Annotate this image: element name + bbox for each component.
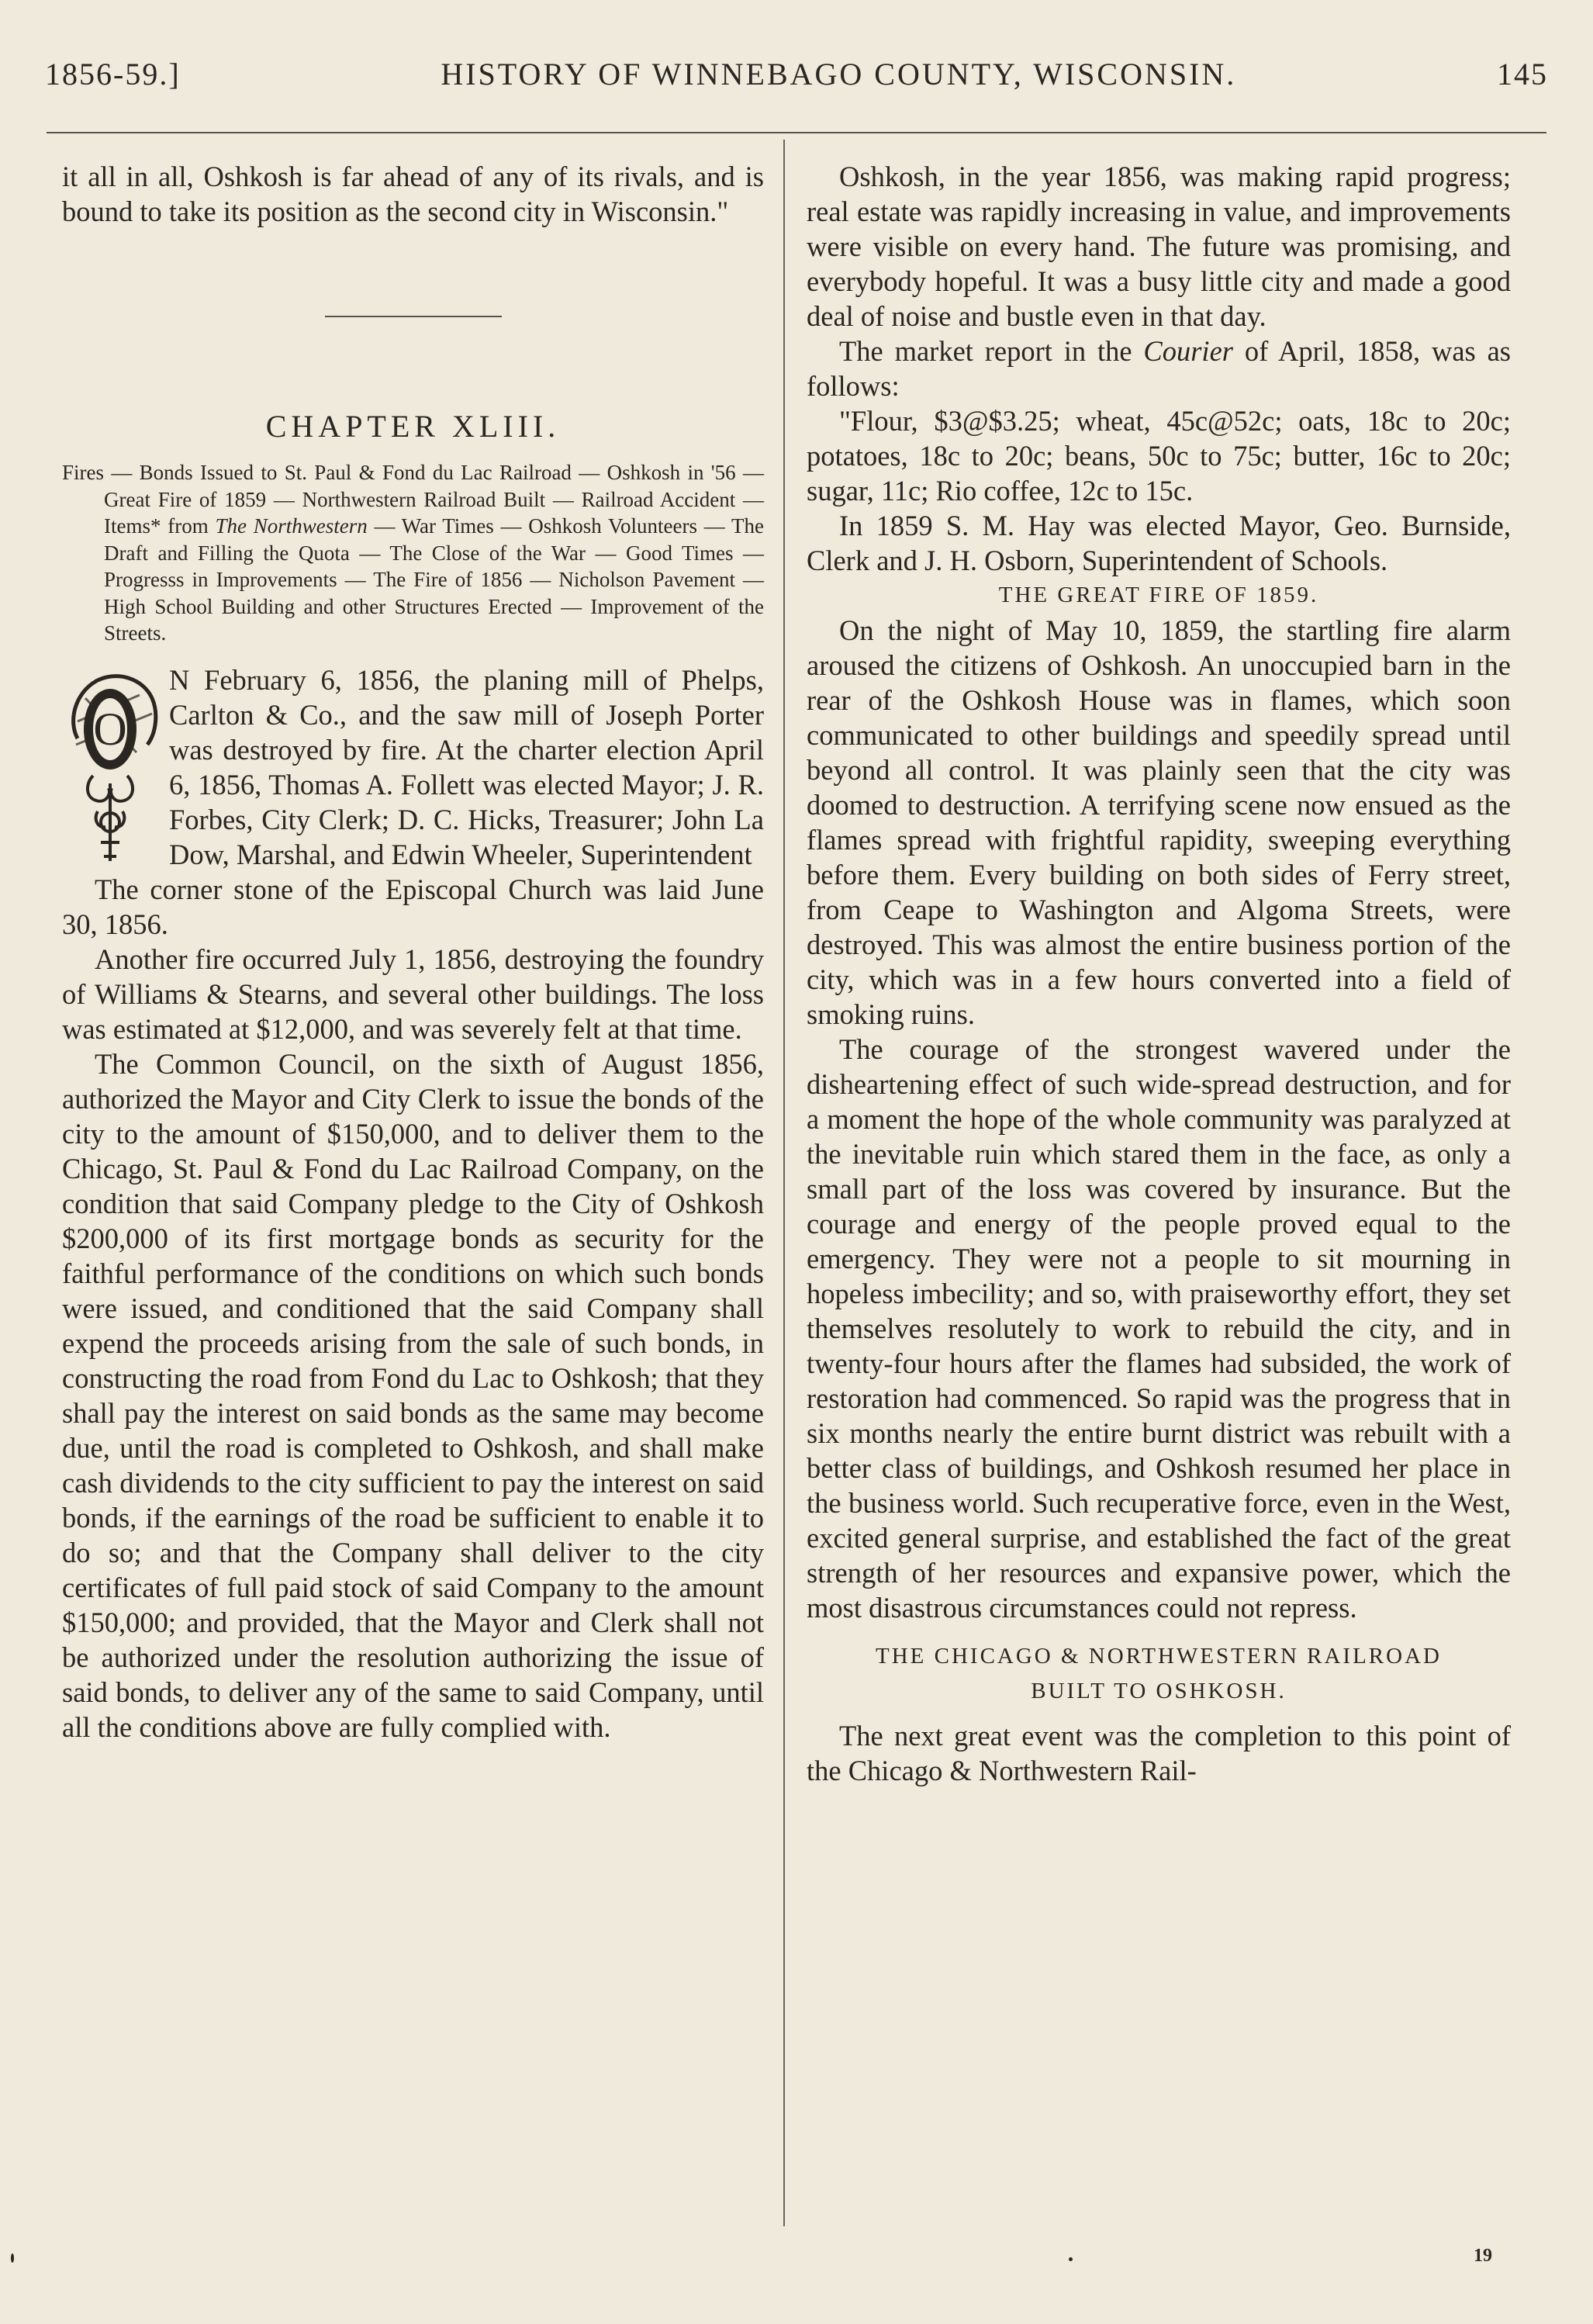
body-paragraph: The corner stone of the Episcopal Church was laid June 30, 1856. <box>62 873 764 940</box>
chapter-title: CHAPTER XLIII. <box>265 409 561 444</box>
body-paragraph: The next great event was the completion to this point of the Chicago & Northwestern Rail- <box>807 1720 1511 1786</box>
continuation-paragraph: it all in all, Oshkosh is far ahead of any of its rivals, and is bound to take its position as the second city in Wisconsin." <box>62 161 764 227</box>
section-heading-great-fire: THE GREAT FIRE OF 1859. <box>998 583 1319 607</box>
section-rule <box>325 316 502 317</box>
left-column <box>62 159 764 1745</box>
ornamental-dropcap-icon <box>62 667 160 870</box>
body-paragraph: In 1859 S. M. Hay was elected Mayor, Geo. Burnside, Clerk and J. H. Osborn, Superintendent of Schools. <box>807 510 1511 576</box>
margin-speck <box>11 2253 14 2263</box>
signature-mark: 19 <box>1474 2246 1492 2266</box>
market-intro-text: The market report in the <box>839 335 1144 367</box>
market-report-quote: "Flour, $3@$3.25; wheat, 45c@52c; oats, 18c to 20c; potatoes, 18c to 20c; beans, 50c to 75c; butter, 16c to 20c; sugar, 11c; Rio coffee, 12c to 15c. <box>807 405 1511 507</box>
opening-paragraph <box>62 662 764 872</box>
right-column <box>807 159 1511 1788</box>
page-number: 145 <box>1497 57 1548 92</box>
running-header <box>45 56 1548 118</box>
body-paragraph: On the night of May 10, 1859, the startling fire alarm aroused the citizens of Oshkosh. An unoccupied barn in the rear of the Oshkosh House was in flames, which soon communicated to other buildings and speedily spread until beyond all control. It was plainly seen that the city was doomed to destruction. A terrifying scene now ensued as the flames spread with frightful rapidity, sweeping everything before them. Every building on both sides of Ferry street, from Ceape to Washington and Algoma Streets, were destroyed. This was almost the entire business portion of the city, which was in a few hours converted into a field of smoking ruins. <box>807 614 1511 1030</box>
newspaper-title: Courier <box>1143 335 1233 367</box>
body-paragraph: Oshkosh, in the year 1856, was making rapid progress; real estate was rapidly increasing in value, and improvements were visible on every hand. The future was promising, and everybody hopeful. It was a busy little city and made a good deal of noise and bustle even in that day. <box>807 161 1511 332</box>
header-rule <box>47 132 1546 133</box>
body-paragraph <box>807 334 1511 403</box>
synopsis-text-b: — War Times — Oshkosh Volunteers — The Draft and Filling the Quota — The Close of the War — Good Times — Progresss in Improvements — The Fire of 1856 — Nicholson Pavement — High School Building and other Structures Erected — Improvement of the Streets. <box>104 514 764 645</box>
body-paragraph: The courage of the strongest wavered under the disheartening effect of such wide-spread destruction, and for a moment the hope of the whole community was paralyzed at the inevitable ruin which stared them in the face, as only a small part of the loss was covered by insurance. But the courage and energy of the people proved equal to the emergency. They were not a people to sit mourning in hopeless imbecility; and so, with praiseworthy effort, they set themselves resolutely to work to rebuild the city, and in twenty-four hours after the flames had subsided, the work of restoration had commenced. So rapid was the progress that in six months nearly the entire burnt district was rebuilt with a better class of buildings, and Oshkosh resumed her place in the business world. Such recuperative force, even in the West, excited general surprise, and established the fact of the great strength of her resources and expansive power, which the most disastrous circumstances could not repress. <box>807 1033 1511 1624</box>
opening-paragraph-text: N February 6, 1856, the planing mill of Phelps, Carlton & Co., and the saw mill of Joseph Porter was destroyed by fire. At the charter election April 6, 1856, Thomas A. Follett was elected Mayor; J. R. Forbes, City Clerk; D. C. Hicks, Treasurer; John La Dow, Marshal, and Edwin Wheeler, Superintendent <box>169 663 764 870</box>
body-paragraph: The Common Council, on the sixth of August 1856, authorized the Mayor and City Clerk to issue the bonds of the city to the amount of $150,000, and to deliver them to the Chicago, St. Paul & Fond du Lac Railroad Company, on the condition that said Company pledge to the City of Oshkosh $200,000 of its first mortgage bonds as security for the faithful performance of the conditions on which such bonds were issued, and conditioned that the said Company shall expend the proceeds arising from the sale of such bonds, in constructing the road from Fond du Lac to Oshkosh; that they shall pay the interest on said bonds as the same may become due, until the road is completed to Oshkosh, and shall make cash dividends to the city sufficient to pay the interest on said bonds, if the earnings of the road be sufficient to enable it to do so; and that the Company shall deliver to the city certificates of full paid stock of said Company to the amount $150,000; and provided, that the Mayor and Clerk shall not be authorized under the resolution authorizing the issue of said bonds, to deliver any of the same to said Company, until all the conditions above are fully complied with. <box>62 1047 764 1743</box>
column-divider <box>783 140 785 2226</box>
chapter-synopsis <box>62 459 764 647</box>
dropcap-letter: O <box>93 703 127 755</box>
section-heading-line: THE CHICAGO & NORTHWESTERN RAILROAD <box>876 1644 1442 1669</box>
section-heading-line: BUILT TO OSHKOSH. <box>1031 1679 1287 1703</box>
body-paragraph: Another fire occurred July 1, 1856, destroying the foundry of Williams & Stearns, and several other buildings. The loss was estimated at $12,000, and was severely felt at that time. <box>62 942 764 1045</box>
synopsis-italic-title: The Northwestern <box>215 514 368 538</box>
section-heading-railroad <box>807 1639 1511 1709</box>
synopsis-text-a: Fires — Bonds Issued to St. Paul & Fond du Lac Railroad — Oshkosh in '56 — Great Fire of 1859 — Northwestern Railroad Built — Railroad Accident — Items* from <box>62 461 764 538</box>
margin-speck <box>1069 2257 1073 2261</box>
header-date-range: 1856-59.] <box>45 57 181 92</box>
market-intro-text-end: of April, 1858, was as follows: <box>807 335 1511 402</box>
header-book-title: HISTORY OF WINNEBAGO COUNTY, WISCONSIN. <box>441 57 1237 92</box>
